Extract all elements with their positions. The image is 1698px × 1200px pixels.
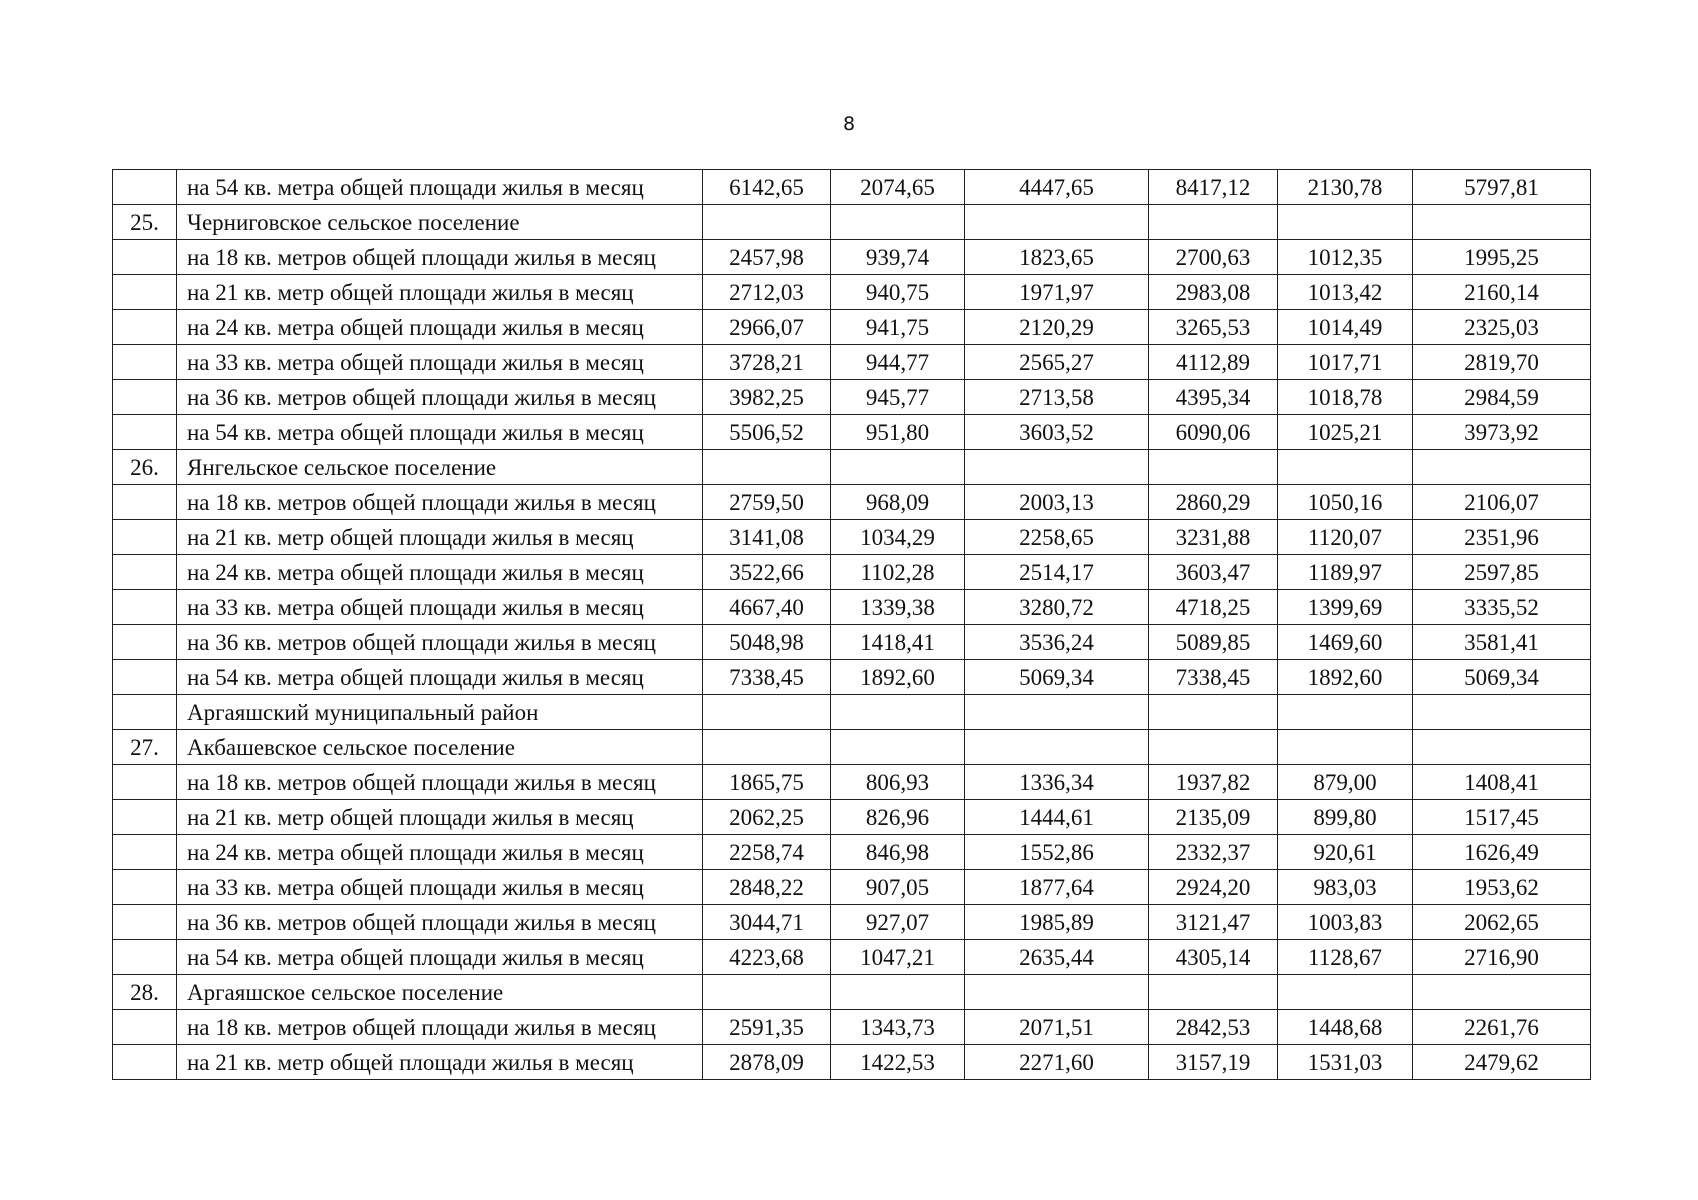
value-cell-1 bbox=[703, 450, 831, 485]
value-cell-6: 2479,62 bbox=[1413, 1045, 1591, 1080]
value-cell-6: 3973,92 bbox=[1413, 415, 1591, 450]
value-cell-4 bbox=[1149, 695, 1278, 730]
value-cell-1: 5506,52 bbox=[703, 415, 831, 450]
value-cell-1: 6142,65 bbox=[703, 170, 831, 205]
row-number-cell bbox=[113, 345, 177, 380]
table-row bbox=[113, 1045, 1591, 1080]
value-cell-2 bbox=[831, 695, 965, 730]
value-cell-2: 1047,21 bbox=[831, 940, 965, 975]
value-cell-4: 2700,63 bbox=[1149, 240, 1278, 275]
value-cell-3: 2565,27 bbox=[965, 345, 1149, 380]
value-cell-3 bbox=[965, 450, 1149, 485]
value-cell-1: 2759,50 bbox=[703, 485, 831, 520]
value-cell-6: 3335,52 bbox=[1413, 590, 1591, 625]
table-row bbox=[113, 1010, 1591, 1045]
table-row bbox=[113, 905, 1591, 940]
value-cell-6: 2819,70 bbox=[1413, 345, 1591, 380]
value-cell-5: 1128,67 bbox=[1278, 940, 1413, 975]
value-cell-3: 1971,97 bbox=[965, 275, 1149, 310]
row-number-cell: 26. bbox=[113, 450, 177, 485]
value-cell-2: 1343,73 bbox=[831, 1010, 965, 1045]
value-cell-4: 2860,29 bbox=[1149, 485, 1278, 520]
value-cell-3: 2514,17 bbox=[965, 555, 1149, 590]
table-row bbox=[113, 800, 1591, 835]
value-cell-6: 2261,76 bbox=[1413, 1010, 1591, 1045]
table-row bbox=[113, 730, 1591, 765]
table-row bbox=[113, 590, 1591, 625]
value-cell-2: 2074,65 bbox=[831, 170, 965, 205]
value-cell-6: 1408,41 bbox=[1413, 765, 1591, 800]
value-cell-6 bbox=[1413, 730, 1591, 765]
value-cell-3: 2258,65 bbox=[965, 520, 1149, 555]
value-cell-6 bbox=[1413, 450, 1591, 485]
value-cell-5: 1012,35 bbox=[1278, 240, 1413, 275]
value-cell-6: 1517,45 bbox=[1413, 800, 1591, 835]
row-label-cell: на 33 кв. метра общей площади жилья в месяц bbox=[177, 345, 703, 380]
row-label-cell: на 36 кв. метров общей площади жилья в месяц bbox=[177, 380, 703, 415]
value-cell-4: 2983,08 bbox=[1149, 275, 1278, 310]
table-row bbox=[113, 835, 1591, 870]
value-cell-3: 5069,34 bbox=[965, 660, 1149, 695]
table-row bbox=[113, 345, 1591, 380]
value-cell-4: 3603,47 bbox=[1149, 555, 1278, 590]
table-row bbox=[113, 870, 1591, 905]
value-cell-1 bbox=[703, 975, 831, 1010]
value-cell-2: 1422,53 bbox=[831, 1045, 965, 1080]
value-cell-2: 1034,29 bbox=[831, 520, 965, 555]
value-cell-1 bbox=[703, 205, 831, 240]
value-cell-3 bbox=[965, 975, 1149, 1010]
row-label-cell: на 24 кв. метра общей площади жилья в месяц bbox=[177, 835, 703, 870]
value-cell-1 bbox=[703, 730, 831, 765]
value-cell-4: 5089,85 bbox=[1149, 625, 1278, 660]
row-label-cell: на 54 кв. метра общей площади жилья в месяц bbox=[177, 415, 703, 450]
value-cell-6: 2351,96 bbox=[1413, 520, 1591, 555]
value-cell-2: 806,93 bbox=[831, 765, 965, 800]
value-cell-4: 4112,89 bbox=[1149, 345, 1278, 380]
value-cell-3: 1444,61 bbox=[965, 800, 1149, 835]
value-cell-5 bbox=[1278, 205, 1413, 240]
value-cell-1 bbox=[703, 695, 831, 730]
value-cell-5: 1017,71 bbox=[1278, 345, 1413, 380]
value-cell-1: 2878,09 bbox=[703, 1045, 831, 1080]
value-cell-1: 7338,45 bbox=[703, 660, 831, 695]
table-row bbox=[113, 310, 1591, 345]
table-row bbox=[113, 660, 1591, 695]
table-row bbox=[113, 240, 1591, 275]
table-body bbox=[113, 170, 1591, 1080]
value-cell-6 bbox=[1413, 205, 1591, 240]
value-cell-2: 945,77 bbox=[831, 380, 965, 415]
value-cell-5: 879,00 bbox=[1278, 765, 1413, 800]
row-number-cell bbox=[113, 695, 177, 730]
row-label-cell: Акбашевское сельское поселение bbox=[177, 730, 703, 765]
value-cell-5: 1014,49 bbox=[1278, 310, 1413, 345]
value-cell-1: 2848,22 bbox=[703, 870, 831, 905]
value-cell-4: 2135,09 bbox=[1149, 800, 1278, 835]
value-cell-6 bbox=[1413, 975, 1591, 1010]
value-cell-3: 3280,72 bbox=[965, 590, 1149, 625]
value-cell-2: 1418,41 bbox=[831, 625, 965, 660]
row-label-cell: на 21 кв. метр общей площади жилья в месяц bbox=[177, 1045, 703, 1080]
value-cell-3 bbox=[965, 695, 1149, 730]
row-label-cell: на 24 кв. метра общей площади жилья в месяц bbox=[177, 555, 703, 590]
value-cell-4: 2842,53 bbox=[1149, 1010, 1278, 1045]
row-number-cell bbox=[113, 240, 177, 275]
value-cell-4: 3265,53 bbox=[1149, 310, 1278, 345]
value-cell-1: 3044,71 bbox=[703, 905, 831, 940]
value-cell-2: 1102,28 bbox=[831, 555, 965, 590]
value-cell-1: 2258,74 bbox=[703, 835, 831, 870]
row-number-cell bbox=[113, 380, 177, 415]
value-cell-4: 7338,45 bbox=[1149, 660, 1278, 695]
value-cell-6 bbox=[1413, 695, 1591, 730]
value-cell-4 bbox=[1149, 730, 1278, 765]
value-cell-1: 2712,03 bbox=[703, 275, 831, 310]
row-number-cell bbox=[113, 310, 177, 345]
value-cell-4: 2332,37 bbox=[1149, 835, 1278, 870]
value-cell-5: 1892,60 bbox=[1278, 660, 1413, 695]
table-row bbox=[113, 520, 1591, 555]
table-row bbox=[113, 380, 1591, 415]
value-cell-6: 2160,14 bbox=[1413, 275, 1591, 310]
value-cell-5: 1399,69 bbox=[1278, 590, 1413, 625]
table-row bbox=[113, 975, 1591, 1010]
value-cell-2: 826,96 bbox=[831, 800, 965, 835]
row-number-cell bbox=[113, 800, 177, 835]
row-label-cell: Черниговское сельское поселение bbox=[177, 205, 703, 240]
value-cell-6: 5069,34 bbox=[1413, 660, 1591, 695]
value-cell-1: 3141,08 bbox=[703, 520, 831, 555]
table-row bbox=[113, 205, 1591, 240]
value-cell-3: 1985,89 bbox=[965, 905, 1149, 940]
table-row bbox=[113, 170, 1591, 205]
value-cell-2 bbox=[831, 205, 965, 240]
value-cell-3: 1877,64 bbox=[965, 870, 1149, 905]
value-cell-6: 1626,49 bbox=[1413, 835, 1591, 870]
row-label-cell: на 54 кв. метра общей площади жилья в месяц bbox=[177, 940, 703, 975]
row-label-cell: на 33 кв. метра общей площади жилья в месяц bbox=[177, 870, 703, 905]
value-cell-5: 1189,97 bbox=[1278, 555, 1413, 590]
row-number-cell bbox=[113, 1010, 177, 1045]
row-number-cell bbox=[113, 485, 177, 520]
row-label-cell: на 36 кв. метров общей площади жилья в месяц bbox=[177, 625, 703, 660]
value-cell-4 bbox=[1149, 975, 1278, 1010]
value-cell-1: 2062,25 bbox=[703, 800, 831, 835]
row-number-cell: 28. bbox=[113, 975, 177, 1010]
row-number-cell bbox=[113, 870, 177, 905]
value-cell-2 bbox=[831, 450, 965, 485]
row-label-cell: на 33 кв. метра общей площади жилья в месяц bbox=[177, 590, 703, 625]
value-cell-2: 1892,60 bbox=[831, 660, 965, 695]
value-cell-3: 2635,44 bbox=[965, 940, 1149, 975]
value-cell-5: 1469,60 bbox=[1278, 625, 1413, 660]
value-cell-2: 941,75 bbox=[831, 310, 965, 345]
row-number-cell bbox=[113, 590, 177, 625]
value-cell-1: 3982,25 bbox=[703, 380, 831, 415]
value-cell-6: 2984,59 bbox=[1413, 380, 1591, 415]
row-label-cell: на 18 кв. метров общей площади жилья в месяц bbox=[177, 1010, 703, 1045]
value-cell-4: 8417,12 bbox=[1149, 170, 1278, 205]
value-cell-1: 5048,98 bbox=[703, 625, 831, 660]
row-number-cell bbox=[113, 415, 177, 450]
row-label-cell: Аргаяшский муниципальный район bbox=[177, 695, 703, 730]
value-cell-4 bbox=[1149, 450, 1278, 485]
table-row bbox=[113, 275, 1591, 310]
value-cell-5: 899,80 bbox=[1278, 800, 1413, 835]
value-cell-4: 6090,06 bbox=[1149, 415, 1278, 450]
table-row bbox=[113, 625, 1591, 660]
value-cell-2: 927,07 bbox=[831, 905, 965, 940]
value-cell-6: 2062,65 bbox=[1413, 905, 1591, 940]
value-cell-5: 1120,07 bbox=[1278, 520, 1413, 555]
value-cell-5: 1025,21 bbox=[1278, 415, 1413, 450]
value-cell-2: 944,77 bbox=[831, 345, 965, 380]
value-cell-4: 4395,34 bbox=[1149, 380, 1278, 415]
value-cell-3: 1336,34 bbox=[965, 765, 1149, 800]
value-cell-4: 3121,47 bbox=[1149, 905, 1278, 940]
value-cell-2: 1339,38 bbox=[831, 590, 965, 625]
value-cell-6: 2325,03 bbox=[1413, 310, 1591, 345]
value-cell-4: 4718,25 bbox=[1149, 590, 1278, 625]
value-cell-2: 907,05 bbox=[831, 870, 965, 905]
value-cell-3: 3536,24 bbox=[965, 625, 1149, 660]
row-label-cell: на 36 кв. метров общей площади жилья в месяц bbox=[177, 905, 703, 940]
value-cell-5: 2130,78 bbox=[1278, 170, 1413, 205]
row-number-cell bbox=[113, 555, 177, 590]
value-cell-5: 1013,42 bbox=[1278, 275, 1413, 310]
value-cell-1: 2591,35 bbox=[703, 1010, 831, 1045]
row-number-cell bbox=[113, 905, 177, 940]
value-cell-2 bbox=[831, 975, 965, 1010]
row-number-cell bbox=[113, 940, 177, 975]
table-row bbox=[113, 555, 1591, 590]
value-cell-6: 2597,85 bbox=[1413, 555, 1591, 590]
row-label-cell: на 24 кв. метра общей площади жилья в месяц bbox=[177, 310, 703, 345]
row-label-cell: на 18 кв. метров общей площади жилья в месяц bbox=[177, 765, 703, 800]
value-cell-6: 2106,07 bbox=[1413, 485, 1591, 520]
value-cell-1: 3522,66 bbox=[703, 555, 831, 590]
value-cell-3: 1823,65 bbox=[965, 240, 1149, 275]
value-cell-3: 3603,52 bbox=[965, 415, 1149, 450]
value-cell-3 bbox=[965, 205, 1149, 240]
value-cell-6: 2716,90 bbox=[1413, 940, 1591, 975]
value-cell-5: 1531,03 bbox=[1278, 1045, 1413, 1080]
page-number: 8 bbox=[842, 113, 856, 135]
value-cell-3: 2071,51 bbox=[965, 1010, 1149, 1045]
row-number-cell: 27. bbox=[113, 730, 177, 765]
row-number-cell: 25. bbox=[113, 205, 177, 240]
row-label-cell: на 54 кв. метра общей площади жилья в месяц bbox=[177, 170, 703, 205]
value-cell-4: 1937,82 bbox=[1149, 765, 1278, 800]
row-label-cell: Аргаяшское сельское поселение bbox=[177, 975, 703, 1010]
tariff-table bbox=[112, 169, 1591, 1080]
value-cell-4 bbox=[1149, 205, 1278, 240]
value-cell-4: 4305,14 bbox=[1149, 940, 1278, 975]
value-cell-3: 1552,86 bbox=[965, 835, 1149, 870]
value-cell-1: 3728,21 bbox=[703, 345, 831, 380]
value-cell-3 bbox=[965, 730, 1149, 765]
row-label-cell: на 18 кв. метров общей площади жилья в месяц bbox=[177, 240, 703, 275]
row-number-cell bbox=[113, 275, 177, 310]
value-cell-3: 2271,60 bbox=[965, 1045, 1149, 1080]
row-number-cell bbox=[113, 835, 177, 870]
row-number-cell bbox=[113, 1045, 177, 1080]
value-cell-4: 2924,20 bbox=[1149, 870, 1278, 905]
value-cell-2: 940,75 bbox=[831, 275, 965, 310]
value-cell-6: 5797,81 bbox=[1413, 170, 1591, 205]
row-label-cell: на 21 кв. метр общей площади жилья в месяц bbox=[177, 520, 703, 555]
value-cell-1: 1865,75 bbox=[703, 765, 831, 800]
value-cell-5: 920,61 bbox=[1278, 835, 1413, 870]
value-cell-5 bbox=[1278, 450, 1413, 485]
value-cell-5: 1018,78 bbox=[1278, 380, 1413, 415]
value-cell-3: 2120,29 bbox=[965, 310, 1149, 345]
row-label-cell: на 21 кв. метр общей площади жилья в месяц bbox=[177, 800, 703, 835]
value-cell-5 bbox=[1278, 695, 1413, 730]
value-cell-2: 939,74 bbox=[831, 240, 965, 275]
value-cell-2: 951,80 bbox=[831, 415, 965, 450]
row-number-cell bbox=[113, 520, 177, 555]
value-cell-1: 4223,68 bbox=[703, 940, 831, 975]
table-row bbox=[113, 940, 1591, 975]
value-cell-4: 3231,88 bbox=[1149, 520, 1278, 555]
value-cell-5: 1050,16 bbox=[1278, 485, 1413, 520]
table-row bbox=[113, 415, 1591, 450]
value-cell-5 bbox=[1278, 975, 1413, 1010]
value-cell-6: 1953,62 bbox=[1413, 870, 1591, 905]
table-row bbox=[113, 765, 1591, 800]
value-cell-4: 3157,19 bbox=[1149, 1045, 1278, 1080]
value-cell-5: 983,03 bbox=[1278, 870, 1413, 905]
row-number-cell bbox=[113, 765, 177, 800]
value-cell-3: 2003,13 bbox=[965, 485, 1149, 520]
row-number-cell bbox=[113, 625, 177, 660]
value-cell-2: 846,98 bbox=[831, 835, 965, 870]
value-cell-6: 3581,41 bbox=[1413, 625, 1591, 660]
value-cell-3: 4447,65 bbox=[965, 170, 1149, 205]
value-cell-5 bbox=[1278, 730, 1413, 765]
row-label-cell: на 21 кв. метр общей площади жилья в месяц bbox=[177, 275, 703, 310]
value-cell-5: 1003,83 bbox=[1278, 905, 1413, 940]
value-cell-2: 968,09 bbox=[831, 485, 965, 520]
row-label-cell: на 18 кв. метров общей площади жилья в месяц bbox=[177, 485, 703, 520]
value-cell-3: 2713,58 bbox=[965, 380, 1149, 415]
row-label-cell: Янгельское сельское поселение bbox=[177, 450, 703, 485]
value-cell-2 bbox=[831, 730, 965, 765]
table-row bbox=[113, 485, 1591, 520]
row-number-cell bbox=[113, 660, 177, 695]
row-number-cell bbox=[113, 170, 177, 205]
value-cell-1: 4667,40 bbox=[703, 590, 831, 625]
value-cell-1: 2966,07 bbox=[703, 310, 831, 345]
value-cell-1: 2457,98 bbox=[703, 240, 831, 275]
value-cell-5: 1448,68 bbox=[1278, 1010, 1413, 1045]
row-label-cell: на 54 кв. метра общей площади жилья в месяц bbox=[177, 660, 703, 695]
table-row bbox=[113, 450, 1591, 485]
table-row bbox=[113, 695, 1591, 730]
value-cell-6: 1995,25 bbox=[1413, 240, 1591, 275]
